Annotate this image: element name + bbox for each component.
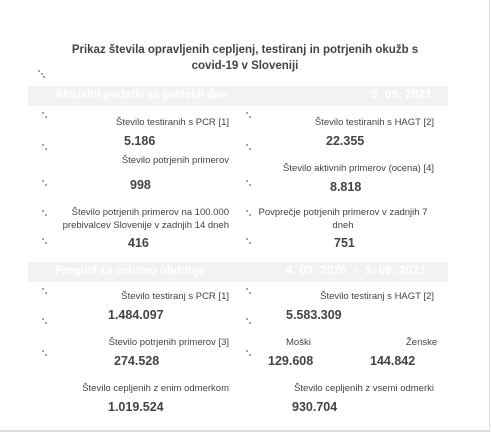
loading-marks-icon — [246, 238, 252, 246]
loading-marks-icon — [42, 238, 48, 246]
loading-marks-icon — [42, 210, 48, 218]
overall-section-header — [28, 262, 448, 282]
per-100k-value: 416 — [128, 236, 149, 250]
loading-marks-icon — [42, 144, 48, 152]
loading-marks-icon — [42, 318, 48, 326]
current-section-date: 9. 09. 2021 — [371, 89, 432, 101]
seven-day-average-value: 751 — [334, 236, 355, 250]
loading-marks-icon — [42, 180, 48, 188]
overall-date-to: 9. 09. 2021 — [365, 265, 426, 277]
total-hagt-tests-value: 5.583.309 — [286, 308, 342, 322]
hagt-tests-label: Število testiranih s HAGT [2] — [314, 117, 434, 128]
vaccinated-one-dose-label: Število cepljenih z enim odmerkom — [82, 383, 229, 394]
total-pcr-tests-value: 1.484.097 — [108, 308, 164, 322]
male-label: Moški — [286, 337, 311, 348]
overall-section-date-range — [286, 265, 426, 277]
vaccinated-all-doses-value: 930.704 — [292, 400, 338, 414]
hagt-tests-value: 22.355 — [326, 134, 365, 148]
pcr-tests-value: 5.186 — [124, 134, 156, 148]
loading-marks-icon — [246, 180, 252, 188]
female-value: 144.842 — [370, 354, 416, 368]
per-100k-label: Število potrjenih primerov na 100.000 prebivalcev Slovenije v zadnjih 14 dneh — [62, 207, 229, 231]
current-section-title: Aktualni podatki za pretekli dan — [55, 89, 228, 101]
pcr-tests-label: Število testiranih s PCR [1] — [116, 117, 229, 128]
total-confirmed-value: 274.528 — [114, 354, 160, 368]
female-label: Ženske — [406, 337, 438, 348]
loading-marks-icon — [42, 288, 48, 296]
seven-day-average-label: Povprečje potrjenih primerov v zadnjih 7 dneh — [258, 207, 428, 231]
loading-marks-icon — [246, 350, 252, 358]
overall-date-separator: - — [353, 265, 358, 277]
confirmed-cases-label: Število potrjenih primerov — [121, 155, 229, 166]
page-title: Prikaz števila opravljenih cepljenj, testiranj in potrjenih okužb s covid-19 v Sloveniji — [71, 44, 419, 72]
current-section-header — [28, 86, 448, 106]
total-pcr-tests-label: Število testiranj s PCR [1] — [121, 291, 229, 302]
loading-marks-icon — [246, 318, 252, 326]
male-value: 129.608 — [268, 354, 314, 368]
loading-marks-icon — [42, 112, 48, 120]
active-cases-value: 8.818 — [330, 180, 362, 194]
confirmed-cases-value: 998 — [130, 178, 151, 192]
vaccinated-all-doses-label: Število cepljenih z vsemi odmerki — [294, 383, 434, 394]
total-hagt-tests-label: Število testiranj s HAGT [2] — [320, 291, 434, 302]
total-confirmed-label: Število potrjenih primerov [3] — [108, 337, 229, 348]
overall-section-title: Pregled za celotno obdobje — [55, 265, 205, 277]
loading-marks-icon — [42, 350, 48, 358]
loading-marks-icon — [38, 70, 44, 78]
overall-date-from: 4. 03. 2020 — [286, 265, 347, 277]
loading-marks-icon — [246, 144, 252, 152]
active-cases-label: Število aktivnih primerov (ocena) [4] — [282, 163, 434, 174]
vaccinated-one-dose-value: 1.019.524 — [108, 400, 164, 414]
